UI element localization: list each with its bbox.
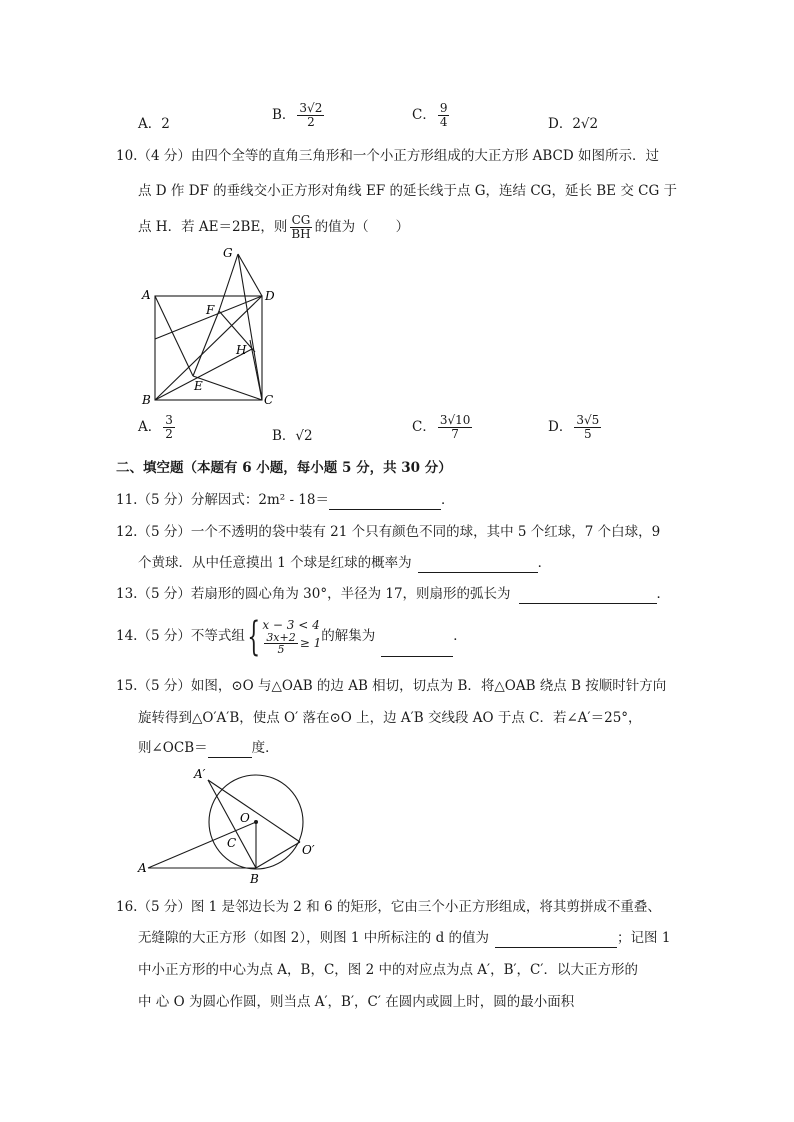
q11-text: 11.（5 分）分解因式：2m² - 18＝ (116, 492, 329, 508)
q14-inequality-system (245, 613, 322, 660)
q13-answer-blank[interactable] (519, 589, 657, 604)
label-a-prime: A′ (194, 767, 206, 781)
q10-option-d-fraction (574, 414, 601, 441)
q10-line-3-tail: 的值为（ ） (314, 219, 410, 235)
segment-a1o1 (208, 780, 300, 842)
q15-line-3-tail: 度． (251, 740, 279, 756)
q12-line-2-text: 个黄球．从中任意摸出 1 个球是红球的概率为 (138, 555, 412, 571)
label-g: G (223, 246, 233, 260)
q13-end: ． (656, 586, 671, 602)
q16-answer-blank[interactable] (495, 933, 617, 948)
label-e: E (194, 379, 203, 393)
center-o-dot (254, 820, 258, 824)
q10-option-c (412, 414, 474, 441)
q12-end: ． (537, 555, 552, 571)
q10-line-1: 10.（4 分）由四个全等的直角三角形和一个小正方形组成的大正方形 ABCD 如图所示．过 (116, 148, 660, 164)
denominator: 4 (439, 115, 448, 129)
segment-hc (250, 340, 262, 400)
q10-figure (130, 240, 290, 410)
numerator: 3 (165, 413, 173, 427)
q11 (116, 490, 454, 510)
q10-option-d-label: D． (548, 419, 573, 435)
q12-line-1: 12.（5 分）一个不透明的袋中装有 21 个只有颜色不同的球，其中 5 个红球，7 个白球，9 (116, 524, 661, 540)
q9-option-c (412, 102, 451, 129)
numerator: 3√5 (576, 413, 600, 427)
q9-option-b-label: B． (272, 107, 296, 123)
q14 (116, 613, 467, 660)
q10-option-a-label: A． (138, 419, 162, 435)
q15-line-1: 15.（5 分）如图，⊙O 与△OAB 的边 AB 相切，切点为 B．将△OAB 绕点 B 按顺时针方向 (116, 678, 667, 694)
label-o-prime: O′ (302, 843, 315, 857)
denominator: 7 (451, 427, 459, 441)
denominator: 5 (583, 427, 592, 441)
q10-line-2: 点 D 作 DF 的垂线交小正方形对角线 EF 的延长线于点 G，连结 CG，延长 BE 交 CG 于 (138, 183, 678, 199)
section-2-heading: 二、填空题（本题有 6 小题，每小题 5 分，共 30 分） (116, 460, 452, 476)
q14-text: 14.（5 分）不等式组 (116, 628, 245, 644)
q10-line-3 (138, 214, 409, 241)
label-d: D (265, 289, 275, 303)
q13-text: 13.（5 分）若扇形的圆心角为 30°，半径为 17，则扇形的弧长为 (116, 586, 511, 602)
numerator: 9 (439, 101, 448, 115)
label-c: C (227, 836, 237, 850)
label-h: H (236, 343, 247, 357)
denominator: 2 (307, 115, 315, 129)
q10-option-c-fraction (438, 414, 473, 441)
label-a: A (142, 288, 151, 302)
q10-option-b: B．√2 (272, 428, 313, 444)
q14-row-2-tail: ≥ 1 (299, 636, 322, 650)
q14-end: ． (453, 628, 467, 644)
q13 (116, 584, 670, 604)
q9-option-b (272, 102, 326, 129)
segment-fg (219, 254, 238, 311)
q15-figure (134, 762, 334, 888)
q14-post: 的解集为 (321, 628, 376, 644)
segment-ec (193, 376, 262, 400)
q10-option-d (548, 414, 603, 441)
numerator: CG (291, 213, 311, 227)
q16-line-1: 16.（5 分）图 1 是邻边长为 2 和 6 的矩形，它由三个小正方形组成，将其剪拼成不重叠、 (116, 899, 661, 915)
q11-answer-blank[interactable] (329, 495, 441, 510)
denominator: 2 (165, 427, 173, 441)
q14-answer-blank[interactable] (381, 642, 453, 657)
q9-option-c-label: C． (412, 107, 436, 123)
q15-line-3 (138, 738, 279, 758)
q12-line-2 (138, 553, 551, 573)
q10-option-c-label: C． (412, 419, 436, 435)
q11-end: ． (440, 492, 455, 508)
q15-line-3-text: 则∠OCB＝ (138, 740, 208, 756)
q16-line-2 (138, 928, 670, 948)
numerator: 3x+2 (266, 631, 296, 644)
q14-row-2 (262, 632, 321, 655)
label-b: B (142, 393, 151, 407)
q16-line-3: 中小正方形的中心为点 A，B，C，图 2 中的对应点为点 A′，B′，C′．以大正方形的 (138, 962, 638, 978)
segment-ao (148, 822, 256, 868)
label-o: O (240, 811, 250, 825)
q15-answer-blank[interactable] (208, 743, 252, 758)
q9-option-a: A．2 (138, 116, 170, 132)
q9-option-d: D．2√2 (548, 116, 599, 132)
label-b: B (250, 872, 259, 886)
label-f: F (206, 303, 215, 317)
numerator: 3√10 (439, 413, 471, 427)
q10-line-3-text: 点 H．若 AE＝2BE，则 (138, 219, 288, 235)
q14-row-1: x − 3 < 4 (262, 618, 320, 632)
brace: { (247, 613, 260, 660)
denominator: 5 (277, 643, 285, 656)
q10-option-a-fraction (163, 414, 175, 441)
numerator: 3√2 (299, 101, 323, 115)
q10-fraction (289, 214, 312, 241)
label-a: A (138, 861, 147, 875)
denominator: BH (291, 227, 311, 241)
q9-option-c-fraction (438, 102, 450, 129)
q10-option-a (138, 414, 177, 441)
q16-line-2-text: 无缝隙的大正方形（如图 2），则图 1 中所标注的 d 的值为 (138, 930, 490, 946)
q15-line-2: 旋转得到△O′A′B，使点 O′ 落在⊙O 上，边 A′B 交线段 AO 于点 C．若∠A′＝25°， (138, 710, 642, 726)
q16-line-2-tail: ；记图 1 (617, 930, 671, 946)
q9-option-b-fraction (297, 102, 324, 129)
segment-ae (155, 296, 193, 376)
q16-line-4: 中 心 O 为圆心作圆，则当点 A′，B′，C′ 在圆内或圆上时，圆的最小面积 (138, 994, 575, 1010)
q12-answer-blank[interactable] (418, 558, 538, 573)
label-c: C (264, 393, 274, 407)
segment-ef (193, 311, 219, 376)
